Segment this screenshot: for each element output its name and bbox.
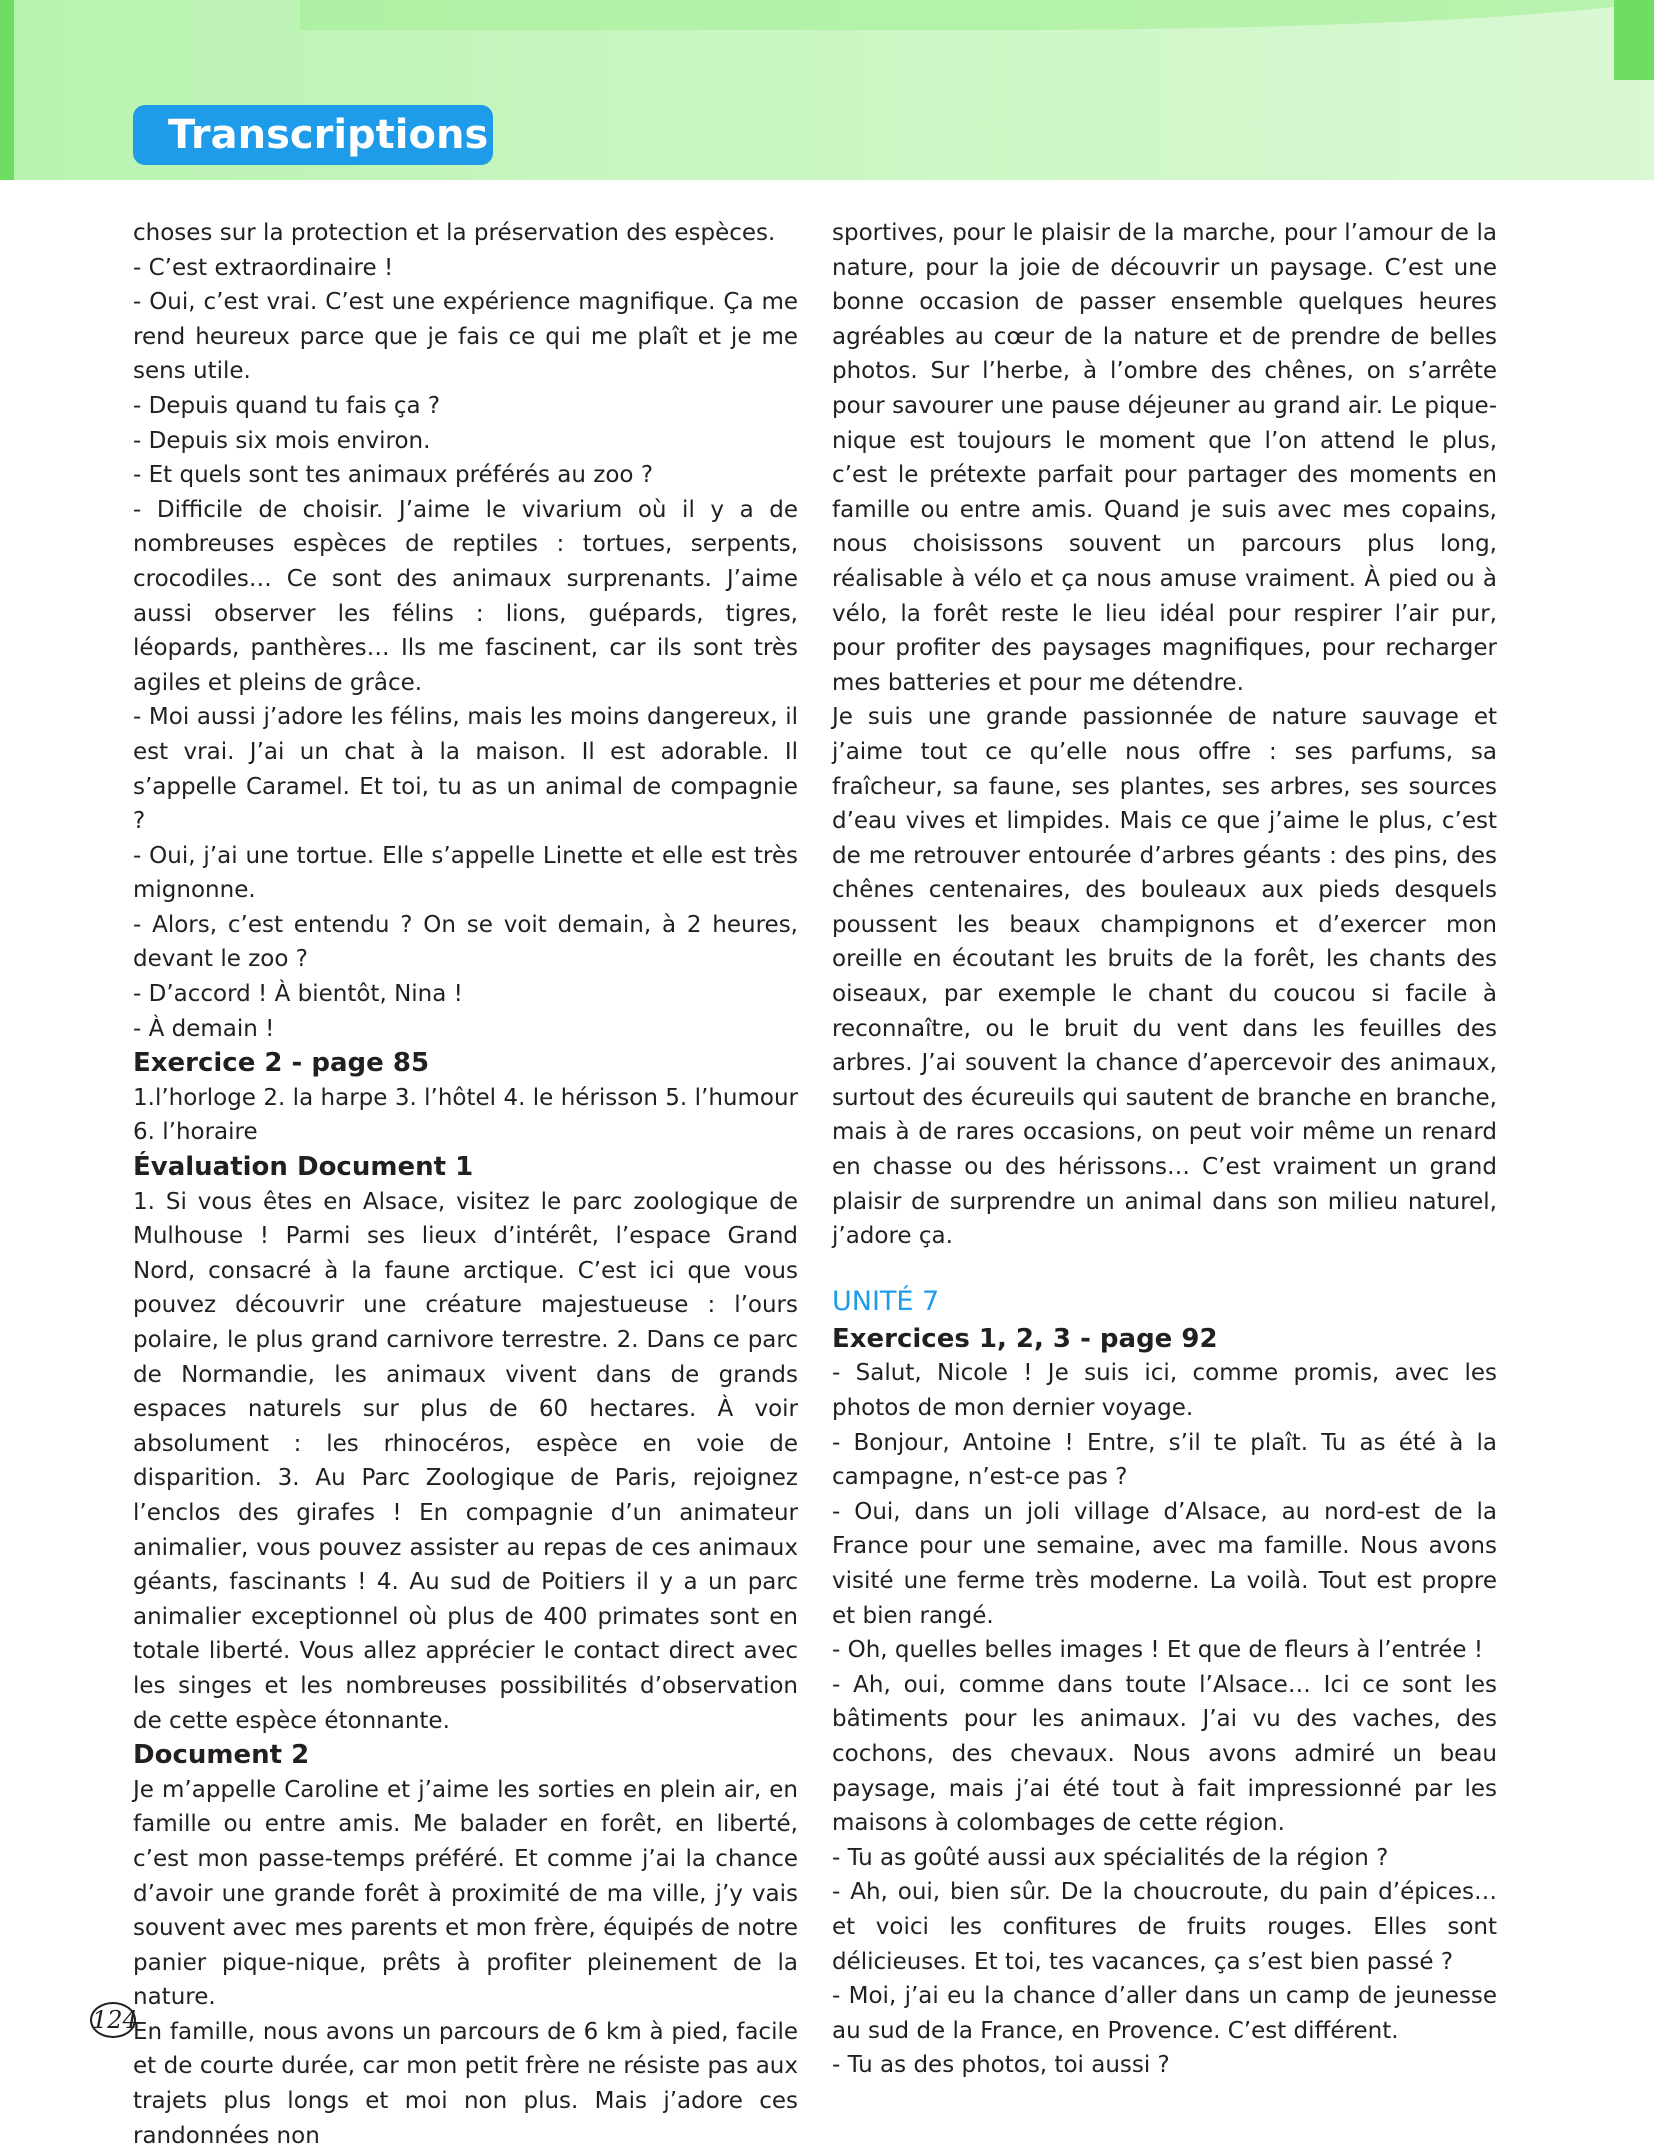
page-title: Transcriptions xyxy=(133,105,493,165)
section-heading: Exercice 2 - page 85 xyxy=(133,1048,430,1079)
paragraph: Je suis une grande passionnée de nature sauvage et j’aime tout ce qu’elle nous offre : ses parfums, sa fraîcheur, sa faune, ses plantes, ses arbres, ses sources d’eau vives et limpides. Mais ce que j’aime le plus, c’est de me retrouver entourée d’arbres géants : des pins, des chênes centenaires, des bouleaux aux pieds desquels poussent les beaux champignons et d’exercer mon oreille en écoutant les bruits de la forêt, les chants des oiseaux, par exemple le chant du coucou si facile à reconnaître, ou le bruit du vent dans les feuilles des arbres. J’ai souvent la chance d’apercevoir des animaux, surtout des écureuils qui sautent de branche en branche, mais à de rares occasions, on peut voir même un renard en chasse ou des hérissons… C’est vraiment un grand plaisir de surprendre un animal dans son milieu naturel, j’adore ça. xyxy=(832,704,1497,1250)
paragraph: - Salut, Nicole ! Je suis ici, comme promis, avec les photos de mon dernier voyage. xyxy=(832,1360,1497,1421)
paragraph: En famille, nous avons un parcours de 6 km à pied, facile et de courte durée, car mon petit frère ne résiste pas aux trajets plus longs et moi non plus. Mais j’adore ces randonnées non xyxy=(133,2018,798,2149)
paragraph: - Ah, oui, comme dans toute l’Alsace… Ici ce sont les bâtiments pour les animaux. J’ai vu des vaches, des cochons, des chevaux. Nous avons admiré un beau paysage, mais j’ai été tout à fait impressionné par les maisons à colombages de cette région. xyxy=(832,1671,1497,1837)
header-decoration xyxy=(300,0,1654,30)
paragraph: - Depuis quand tu fais ça ? xyxy=(133,392,441,419)
paragraph: - Tu as goûté aussi aux spécialités de la région ? xyxy=(832,1844,1389,1871)
left-column xyxy=(133,216,798,2153)
paragraph: - Oui, dans un joli village d’Alsace, au nord-est de la France pour une semaine, avec ma famille. Nous avons visité une ferme très moderne. La voilà. Tout est propre et bien rangé. xyxy=(832,1498,1497,1629)
page-number: 124 xyxy=(90,2002,136,2038)
paragraph: - Moi aussi j’adore les félins, mais les moins dangereux, il est vrai. J’ai un chat à la maison. Il est adorable. Il s’appelle Caramel. Et toi, tu as un animal de compagnie ? xyxy=(133,704,798,835)
paragraph: - Et quels sont tes animaux préférés au zoo ? xyxy=(133,462,654,489)
paragraph: sportives, pour le plaisir de la marche, pour l’amour de la nature, pour la joie de découvrir un paysage. C’est une bonne occasion de passer ensemble quelques heures agréables au cœur de la nature et de prendre de belles photos. Sur l’herbe, à l’ombre des chênes, on s’arrête pour savourer une pause déjeuner au grand air. Le pique-nique est toujours le moment que l’on attend le plus, c’est le prétexte parfait pour partager des moments en famille ou entre amis. Quand je suis avec mes copains, nous choisissons souvent un parcours plus long, réalisable à vélo et ça nous amuse vraiment. À pied ou à vélo, la forêt reste le lieu idéal pour respirer l’air pur, pour profiter des paysages magnifiques, pour recharger mes batteries et pour me détendre. xyxy=(832,220,1497,696)
paragraph: - Oui, j’ai une tortue. Elle s’appelle Linette et elle est très mignonne. xyxy=(133,842,798,904)
paragraph: - Depuis six mois environ. xyxy=(133,427,431,454)
section-heading: Document 2 xyxy=(133,1740,310,1771)
paragraph: - C’est extraordinaire ! xyxy=(133,254,394,281)
paragraph: - À demain ! xyxy=(133,1015,275,1042)
paragraph: - Moi, j’ai eu la chance d’aller dans un camp de jeunesse au sud de la France, en Provence. C’est différent. xyxy=(832,1983,1497,2044)
paragraph: - Difficile de choisir. J’aime le vivarium où il y a de nombreuses espèces de reptiles : tortues, serpents, crocodiles… Ce sont des animaux surprenants. J’aime aussi observer les félins : lions, guépards, tigres, léopards, panthères… Ils me fascinent, car ils sont très agiles et pleins de grâce. xyxy=(133,496,798,696)
paragraph: 1. Si vous êtes en Alsace, visitez le parc zoologique de Mulhouse ! Parmi ses lieux d’intérêt, l’espace Grand Nord, consacré à la faune arctique. C’est ici que vous pouvez découvrir une créature majestueuse : l’ours polaire, le plus grand carnivore terrestre. 2. Dans ce parc de Normandie, les animaux vivent dans de grands espaces naturels sur plus de 60 hectares. À voir absolument : les rhinocéros, espèce en voie de disparition. 3. Au Parc Zoologique de Paris, rejoignez l’enclos des girafes ! En compagnie d’un animateur animalier, vous pouvez assister au repas de ces animaux géants, fascinants ! 4. Au sud de Poitiers il y a un parc animalier exceptionnel où plus de 400 primates sont en totale liberté. Vous allez apprécier le contact direct avec les singes et les nombreuses possibilités d’observation de cette espèce étonnante. xyxy=(133,1188,798,1734)
section-heading: Évaluation Document 1 xyxy=(133,1152,474,1183)
paragraph: Je m’appelle Caroline et j’aime les sorties en plein air, en famille ou entre amis. Me balader en forêt, en liberté, c’est mon passe-temps préféré. Et comme j’ai la chance d’avoir une grande forêt à proximité de ma ville, j’y vais souvent avec mes parents et mon frère, équipés de notre panier pique-nique, prêts à profiter pleinement de la nature. xyxy=(133,1776,798,2011)
header-stripe-right xyxy=(1614,0,1654,80)
paragraph: - Alors, c’est entendu ? On se voit demain, à 2 heures, devant le zoo ? xyxy=(133,911,798,973)
paragraph: - D’accord ! À bientôt, Nina ! xyxy=(133,981,463,1008)
unit-heading: UNITÉ 7 xyxy=(832,1285,940,1317)
paragraph: - Tu as des photos, toi aussi ? xyxy=(832,2052,1170,2079)
paragraph: - Oh, quelles belles images ! Et que de fleurs à l’entrée ! xyxy=(832,1637,1484,1664)
paragraph: choses sur la protection et la préservation des espèces. xyxy=(133,220,776,246)
paragraph: - Ah, oui, bien sûr. De la choucroute, du pain d’épices… et voici les confitures de fruits rouges. Elles sont délicieuses. Et toi, tes vacances, ça s’est bien passé ? xyxy=(832,1879,1497,1975)
section-heading: Exercices 1, 2, 3 - page 92 xyxy=(832,1323,1218,1354)
right-column xyxy=(832,216,1497,2083)
paragraph: 1.l’horloge 2. la harpe 3. l’hôtel 4. le hérisson 5. l’humour 6. l’horaire xyxy=(133,1084,798,1146)
paragraph: - Oui, c’est vrai. C’est une expérience magnifique. Ça me rend heureux parce que je fais ce qui me plaît et je me sens utile. xyxy=(133,289,798,385)
header-stripe-left xyxy=(0,0,14,180)
paragraph: - Bonjour, Antoine ! Entre, s’il te plaît. Tu as été à la campagne, n’est-ce pas ? xyxy=(832,1429,1497,1491)
